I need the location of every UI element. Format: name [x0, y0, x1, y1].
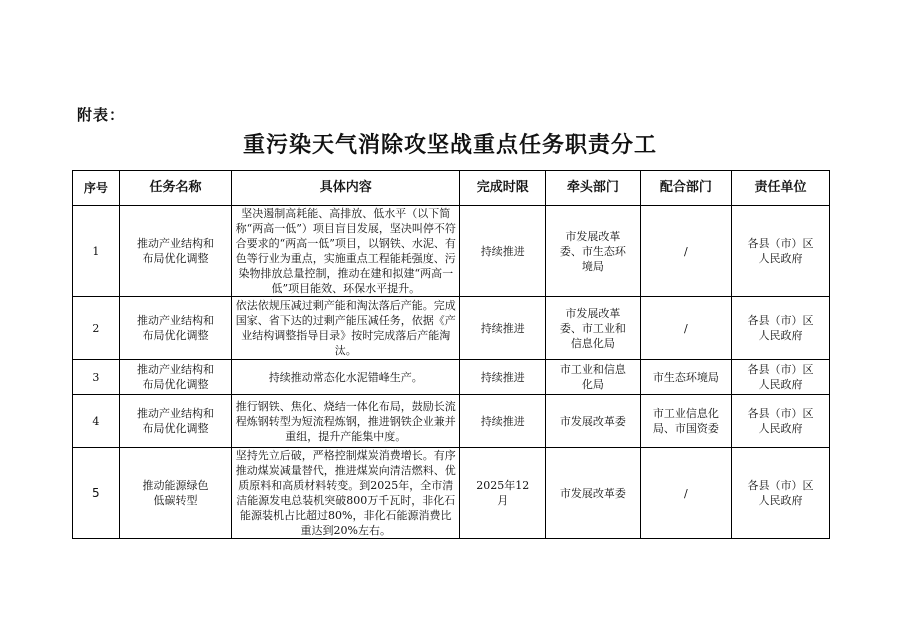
row-resp-text: 各县（市）区人民政府 — [747, 363, 814, 391]
header-content: 具体内容 — [232, 171, 460, 206]
row-deadline — [460, 448, 546, 539]
row-lead — [546, 448, 641, 539]
table-row — [73, 395, 830, 448]
table-header-row — [73, 171, 830, 206]
row-lead-text: 市发展改革委、市工业和信息化局 — [559, 306, 626, 350]
row-task-text: 推动产业结构和布局优化调整 — [136, 314, 214, 342]
row-resp — [731, 206, 829, 297]
document-title: 重污染天气消除攻坚战重点任务职责分工 — [242, 133, 657, 158]
row-coop — [640, 395, 731, 448]
row-deadline: 持续推进 — [460, 297, 546, 360]
row-lead-text: 市发展改革委 — [559, 414, 626, 428]
row-task — [119, 297, 231, 360]
row-content: 持续推动常态化水泥错峰生产。 — [232, 360, 460, 395]
row-lead — [546, 206, 641, 297]
row-seq: 1 — [73, 206, 120, 297]
header-resp: 责任单位 — [731, 171, 829, 206]
row-resp-text: 各县（市）区人民政府 — [747, 479, 814, 507]
row-content: 坚决遏制高耗能、高排放、低水平（以下简称“两高一低”）项目盲目发展，坚决叫停不符合要求的“两高一低”项目，以钢铁、水泥、有色等行业为重点，实施重点工程能耗强度、污染物排放总量控制，推动在建和拟建“两高一低”项目能效、环保水平提升。 — [232, 206, 460, 297]
row-content: 依法依规压减过剩产能和淘汰落后产能。完成国家、省下达的过剩产能压减任务，依据《产业结构调整指导目录》按时完成落后产能淘汰。 — [232, 297, 460, 360]
row-lead-text: 市工业和信息化局 — [559, 363, 626, 391]
row-task-text: 推动产业结构和布局优化调整 — [136, 363, 214, 391]
row-task-text: 推动产业结构和布局优化调整 — [136, 407, 214, 435]
row-deadline: 持续推进 — [460, 206, 546, 297]
table-row — [73, 448, 830, 539]
row-lead — [546, 395, 641, 448]
row-task — [119, 448, 231, 539]
row-deadline: 持续推进 — [460, 360, 546, 395]
row-coop-text: 市生态环境局 — [652, 370, 719, 384]
row-resp — [731, 297, 829, 360]
row-lead-text: 市发展改革委、市生态环境局 — [559, 229, 626, 273]
row-deadline: 持续推进 — [460, 395, 546, 448]
table-row — [73, 206, 830, 297]
row-deadline-text: 2025年12月 — [476, 479, 530, 507]
row-lead-text: 市发展改革委 — [559, 486, 626, 500]
task-table — [72, 170, 830, 539]
row-seq: 5 — [73, 448, 120, 539]
row-lead — [546, 297, 641, 360]
row-coop — [640, 360, 731, 395]
row-resp — [731, 448, 829, 539]
row-content: 推行钢铁、焦化、烧结一体化布局，鼓励长流程炼钢转型为短流程炼钢，推进钢铁企业兼并重组，提升产能集中度。 — [232, 395, 460, 448]
row-seq: 4 — [73, 395, 120, 448]
row-resp-text: 各县（市）区人民政府 — [747, 237, 814, 265]
attachment-label: 附表： — [77, 106, 126, 124]
row-resp — [731, 360, 829, 395]
row-task — [119, 360, 231, 395]
row-coop: / — [640, 206, 731, 297]
table-row — [73, 360, 830, 395]
row-coop: / — [640, 297, 731, 360]
row-seq: 2 — [73, 297, 120, 360]
row-task — [119, 395, 231, 448]
row-task-text: 推动产业结构和布局优化调整 — [136, 237, 214, 265]
row-resp-text: 各县（市）区人民政府 — [747, 407, 814, 435]
header-coop: 配合部门 — [640, 171, 731, 206]
table-row — [73, 297, 830, 360]
row-content: 坚持先立后破，严格控制煤炭消费增长。有序推动煤炭减量替代，推进煤炭向清洁燃料、优质原料和高质材料转变。到2025年，全市清洁能源发电总装机突破800万千瓦时，非化石能源装机占比超过80%，非化石能源消费比重达到20%左右。 — [232, 448, 460, 539]
row-coop: / — [640, 448, 731, 539]
header-task: 任务名称 — [119, 171, 231, 206]
row-resp — [731, 395, 829, 448]
header-seq: 序号 — [73, 171, 120, 206]
row-seq: 3 — [73, 360, 120, 395]
header-deadline: 完成时限 — [460, 171, 546, 206]
row-task-text: 推动能源绿色低碳转型 — [142, 479, 209, 507]
row-lead — [546, 360, 641, 395]
row-coop-text: 市工业信息化局、市国资委 — [652, 407, 719, 435]
row-task — [119, 206, 231, 297]
row-resp-text: 各县（市）区人民政府 — [747, 314, 814, 342]
header-lead: 牵头部门 — [546, 171, 641, 206]
